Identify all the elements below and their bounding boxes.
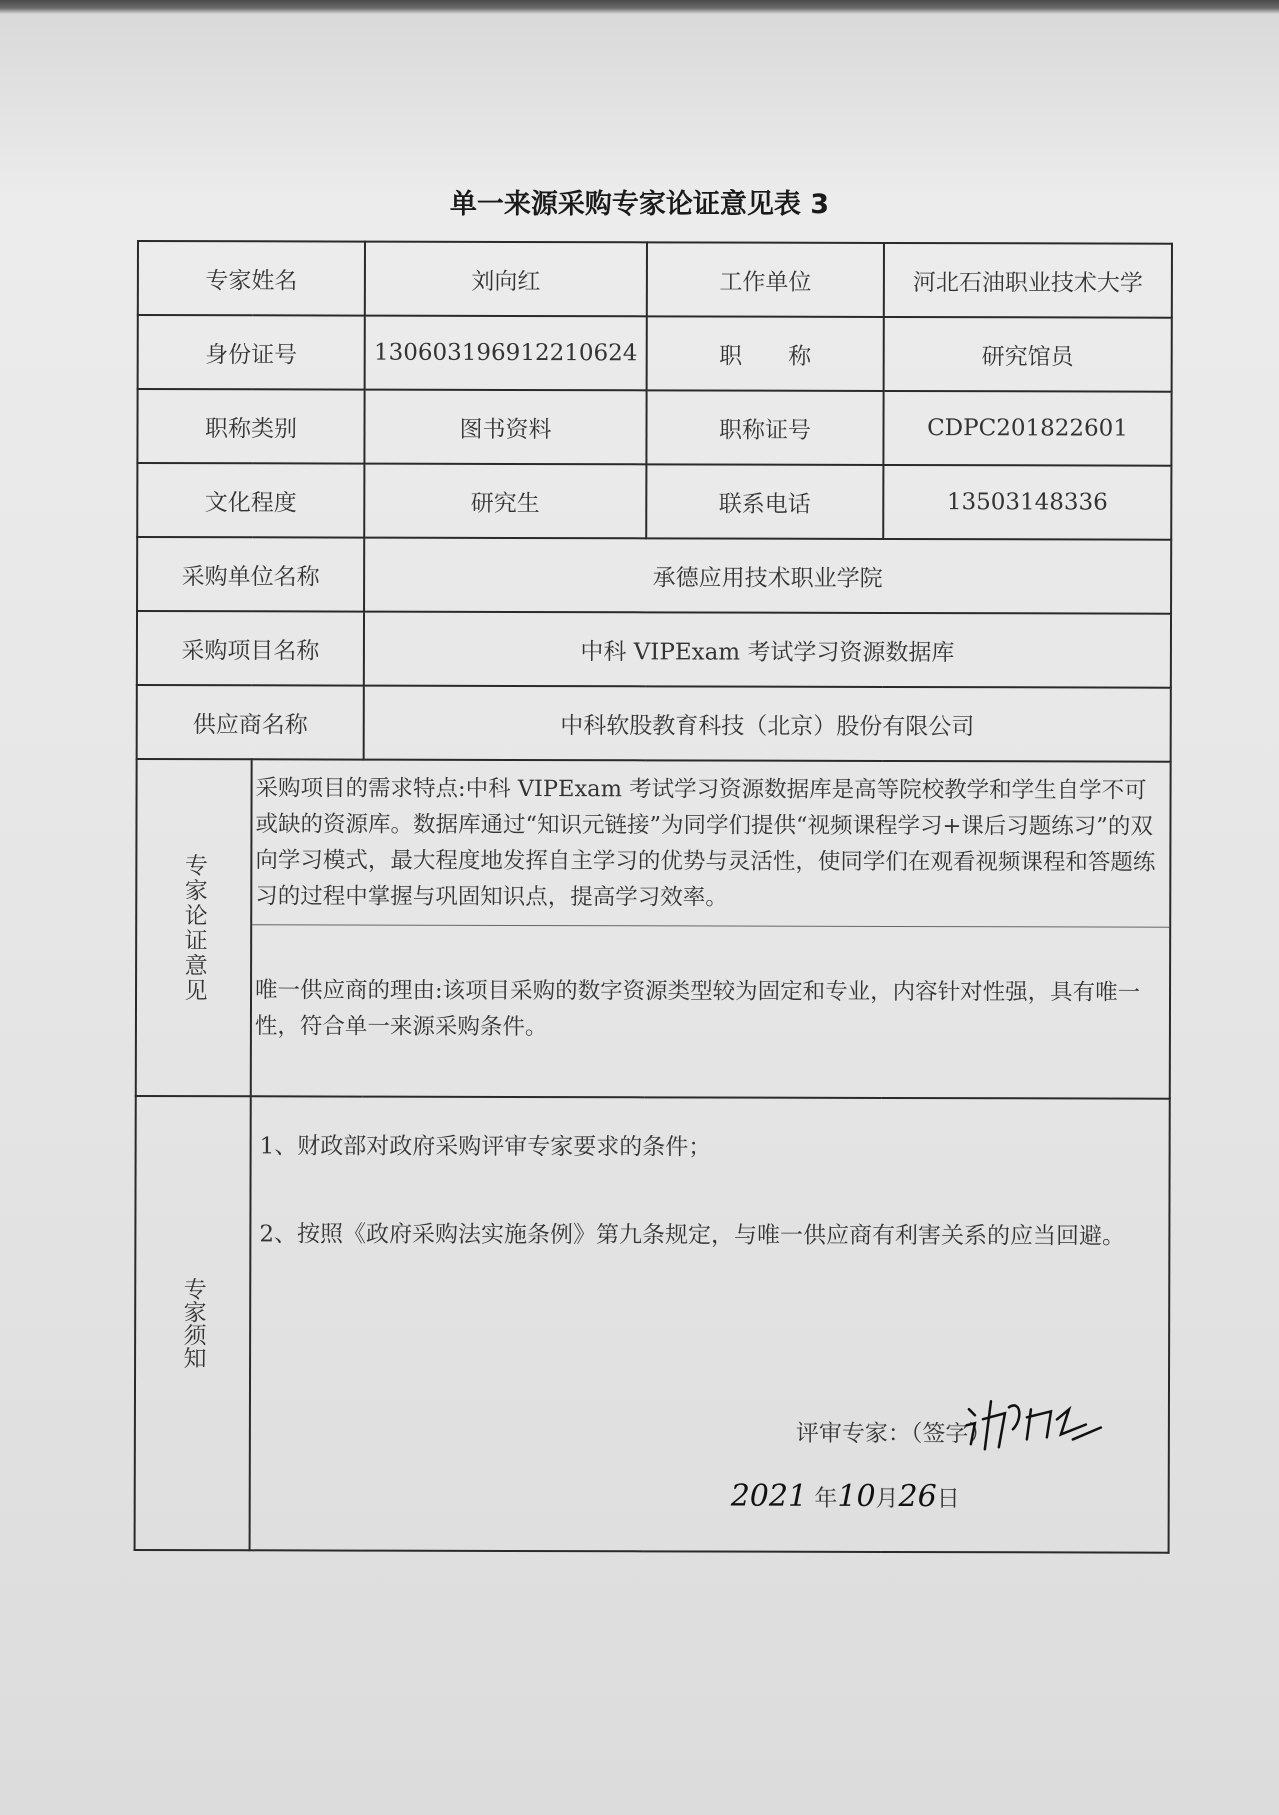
date-month: 10 [837, 1478, 876, 1514]
purchaser: 承德应用技术职业学院 [364, 538, 1171, 614]
supplier: 中科软股教育科技（北京）股份有限公司 [364, 686, 1171, 762]
work-unit: 河北石油职业技术大学 [884, 243, 1172, 318]
title-cert-label: 职称证号 [646, 390, 883, 465]
expert-name: 刘向红 [365, 242, 647, 317]
form-row [138, 241, 1172, 318]
opinion-demand: 采购项目的需求特点:中科 VIPExam 考试学习资源数据库是高等院校教学和学生自学不可或缺的资源库。数据库通过“知识元链接”为同学们提供“视频课程学习+课后习题练习”的双向学习模式，最大程度地发挥自主学习的优势与灵活性，使同学们在观看视频课程和答题练习的过程中掌握与巩固知识点，提高学习效率。 [255, 775, 1156, 911]
handwritten-signature [961, 1389, 1111, 1459]
title-cert: CDPC201822601 [883, 391, 1171, 466]
form-row [138, 315, 1172, 392]
supplier-label: 供应商名称 [137, 685, 364, 760]
form-row [137, 463, 1171, 540]
date-year-unit: 年 [814, 1485, 838, 1512]
phone-label: 联系电话 [646, 464, 883, 539]
notes-label: 专家须知 [179, 1277, 206, 1370]
id-number: 130603196912210624 [365, 316, 647, 391]
date-month-unit: 月 [875, 1485, 899, 1512]
form-row [137, 389, 1171, 466]
education-label: 文化程度 [137, 463, 364, 538]
form-row [137, 611, 1171, 688]
project-label: 采购项目名称 [137, 611, 364, 686]
date-year: 2021 [730, 1478, 808, 1514]
expert-opinion-form [134, 240, 1173, 1554]
purchaser-label: 采购单位名称 [137, 537, 364, 612]
title-category-label: 职称类别 [137, 389, 364, 464]
title-label: 职 称 [647, 316, 884, 391]
sign-date [731, 1479, 960, 1515]
opinion-row [136, 759, 1171, 1099]
education: 研究生 [364, 464, 646, 539]
title-value: 研究馆员 [884, 317, 1172, 392]
phone: 13503148336 [883, 465, 1171, 540]
work-unit-label: 工作单位 [647, 242, 884, 317]
notes-row [135, 1096, 1170, 1553]
date-day-unit: 日 [936, 1486, 960, 1513]
form-row [137, 685, 1171, 762]
form-title: 单一来源采购专家论证意见表 3 [449, 189, 830, 220]
opinion-label: 专家论证意见 [180, 852, 207, 1003]
id-label: 身份证号 [138, 315, 365, 390]
notes-item-1: 1、财政部对政府采购评审专家要求的条件； [259, 1133, 712, 1161]
opinion-reason: 唯一供应商的理由:该项目采购的数字资源类型较为固定和专业，内容针对性强，具有唯一性，符合单一来源采购条件。 [254, 976, 1141, 1040]
title-category: 图书资料 [364, 390, 646, 465]
expert-name-label: 专家姓名 [138, 241, 365, 316]
form-row [137, 537, 1171, 614]
date-day: 26 [898, 1478, 937, 1515]
project: 中科 VIPExam 考试学习资源数据库 [364, 612, 1171, 688]
notes-item-2: 2、按照《政府采购法实施条例》第九条规定，与唯一供应商有利害关系的应当回避。 [259, 1221, 1126, 1250]
signature-label: 评审专家：（签字） [795, 1420, 992, 1448]
